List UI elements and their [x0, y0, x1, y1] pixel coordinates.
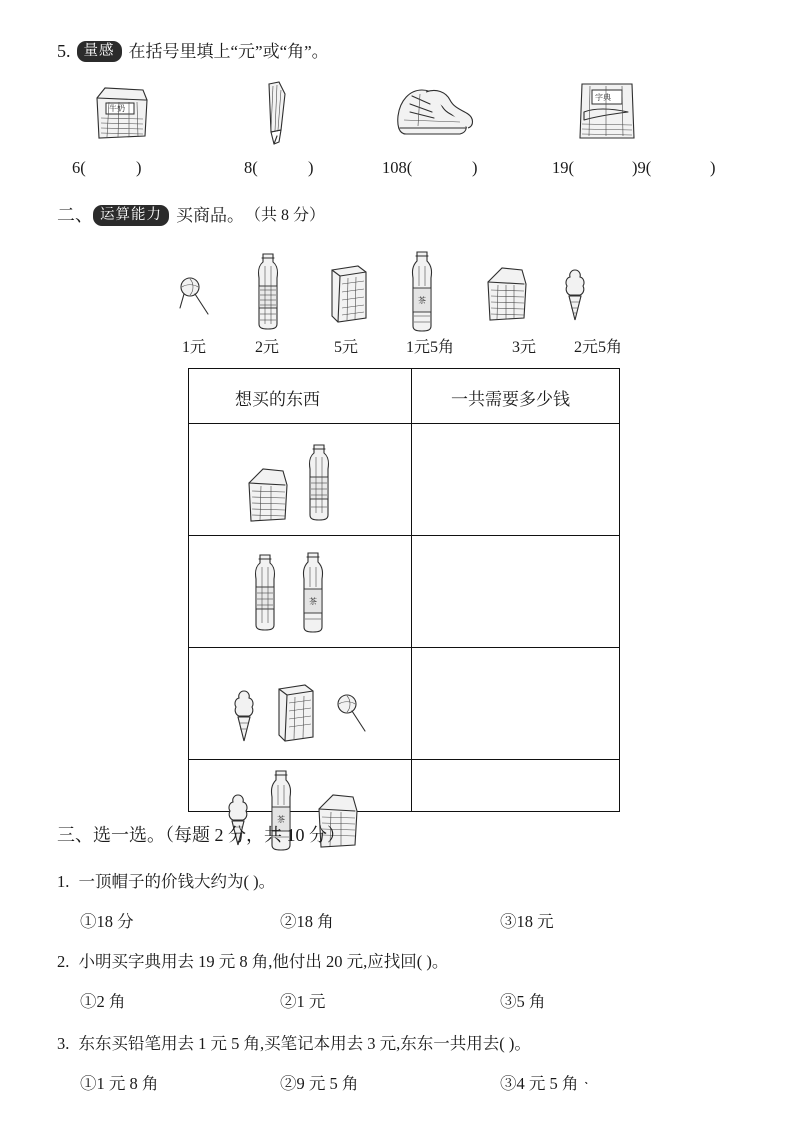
- section-2-title: 买商品。: [176, 205, 244, 225]
- question-3-1-number: 1.: [57, 872, 70, 891]
- option-2-b[interactable]: ②1 元: [280, 992, 326, 1011]
- question-3-2-number: 2.: [57, 952, 70, 971]
- goods-images: [160, 252, 620, 332]
- milk-box-icon: [478, 262, 534, 324]
- table-header-items: 想买的东西: [235, 390, 320, 409]
- section-2-score: （共 8 分）: [245, 206, 326, 224]
- book-icon: [570, 78, 644, 146]
- svg-text:茶: 茶: [309, 597, 317, 606]
- blank-19-yuan: 19(: [552, 158, 574, 177]
- table-row: [219, 657, 389, 753]
- question-5-prompt: [57, 38, 329, 65]
- answer-cell-1[interactable]: [429, 433, 609, 529]
- price-juice-bottle: 1元5角: [406, 339, 455, 356]
- table-row-divider-2: [189, 535, 619, 536]
- table-row: [223, 433, 353, 529]
- section-2-heading: [57, 202, 325, 229]
- price-water-bottle: 2元: [255, 339, 280, 356]
- blank-8-close: ): [308, 158, 314, 177]
- blank-6-yuan: 6(: [72, 158, 86, 177]
- question-5-number: 5.: [57, 41, 71, 61]
- option-1-b[interactable]: ②18 角: [280, 912, 334, 931]
- question-3-3-number: 3.: [57, 1034, 70, 1053]
- section-3-heading: 三、选一选。（每题 2 分，共 10 分）: [57, 825, 345, 845]
- biscuit-box-icon: [324, 260, 372, 326]
- question-3-2: [57, 948, 448, 972]
- table-row-divider-1: [189, 423, 619, 424]
- blank-108-yuan: 108(: [382, 158, 413, 177]
- svg-text:茶: 茶: [418, 296, 426, 305]
- question-3-3: [57, 1030, 531, 1054]
- pencil-icon: [255, 78, 299, 146]
- table-row-divider-3: [189, 647, 619, 648]
- question-3-1-text: 一顶帽子的价钱大约为( )。: [78, 872, 276, 891]
- answer-cell-4[interactable]: [429, 767, 609, 811]
- lollipop-icon: [174, 274, 214, 324]
- table-row-divider-4: [189, 759, 619, 760]
- blank-8-yuan: 8(: [244, 158, 258, 177]
- table-header-total: 一共需要多少钱: [451, 390, 570, 409]
- shoes-icon: [390, 82, 480, 142]
- question-5-text: 在括号里填上“元”或“角”。: [128, 41, 329, 61]
- ice-cream-icon: [558, 266, 592, 324]
- option-3-c[interactable]: ③4 元 5 角ᆞ: [500, 1074, 595, 1093]
- blank-108-close: ): [472, 158, 478, 177]
- competency-tag-liang-gan: 量感: [77, 41, 122, 62]
- blank-19-mid: )9(: [632, 158, 652, 177]
- svg-text:牛奶: 牛奶: [109, 104, 125, 113]
- shopping-table: [188, 368, 620, 824]
- blank-6-close: ): [136, 158, 142, 177]
- question-5-images: [70, 78, 730, 148]
- question-3-2-text: 小明买字典用去 19 元 8 角,他付出 20 元,应找回( )。: [78, 952, 449, 971]
- price-milk-box: 3元: [512, 339, 537, 356]
- competency-tag-yun-suan: 运算能力: [93, 205, 169, 226]
- juice-bottle-icon: [404, 248, 440, 334]
- option-2-a[interactable]: ①2 角: [80, 992, 126, 1011]
- answer-cell-2[interactable]: [429, 543, 609, 639]
- option-3-a[interactable]: ①1 元 8 角: [80, 1074, 159, 1093]
- svg-text:字典: 字典: [595, 93, 611, 102]
- question-3-1: [57, 868, 275, 892]
- option-2-c[interactable]: ③5 角: [500, 992, 546, 1011]
- table-row: [237, 543, 357, 641]
- option-3-b[interactable]: ②9 元 5 角: [280, 1074, 359, 1093]
- svg-text:茶: 茶: [277, 815, 285, 824]
- option-1-a[interactable]: ①18 分: [80, 912, 134, 931]
- question-3-3-text: 东东买铅笔用去 1 元 5 角,买笔记本用去 3 元,东东一共用去( )。: [78, 1034, 531, 1053]
- price-ice-cream: 2元5角: [574, 339, 623, 356]
- blank-9-close: ): [710, 158, 716, 177]
- water-bottle-icon: [250, 250, 286, 332]
- section-2-number: 二、: [57, 205, 93, 225]
- answer-cell-3[interactable]: [429, 657, 609, 753]
- price-lollipop: 1元: [182, 339, 207, 356]
- option-1-c[interactable]: ③18 元: [500, 912, 554, 931]
- table-vertical-divider: [411, 369, 412, 811]
- price-biscuit-box: 5元: [334, 339, 359, 356]
- milk-carton-icon: [85, 80, 155, 144]
